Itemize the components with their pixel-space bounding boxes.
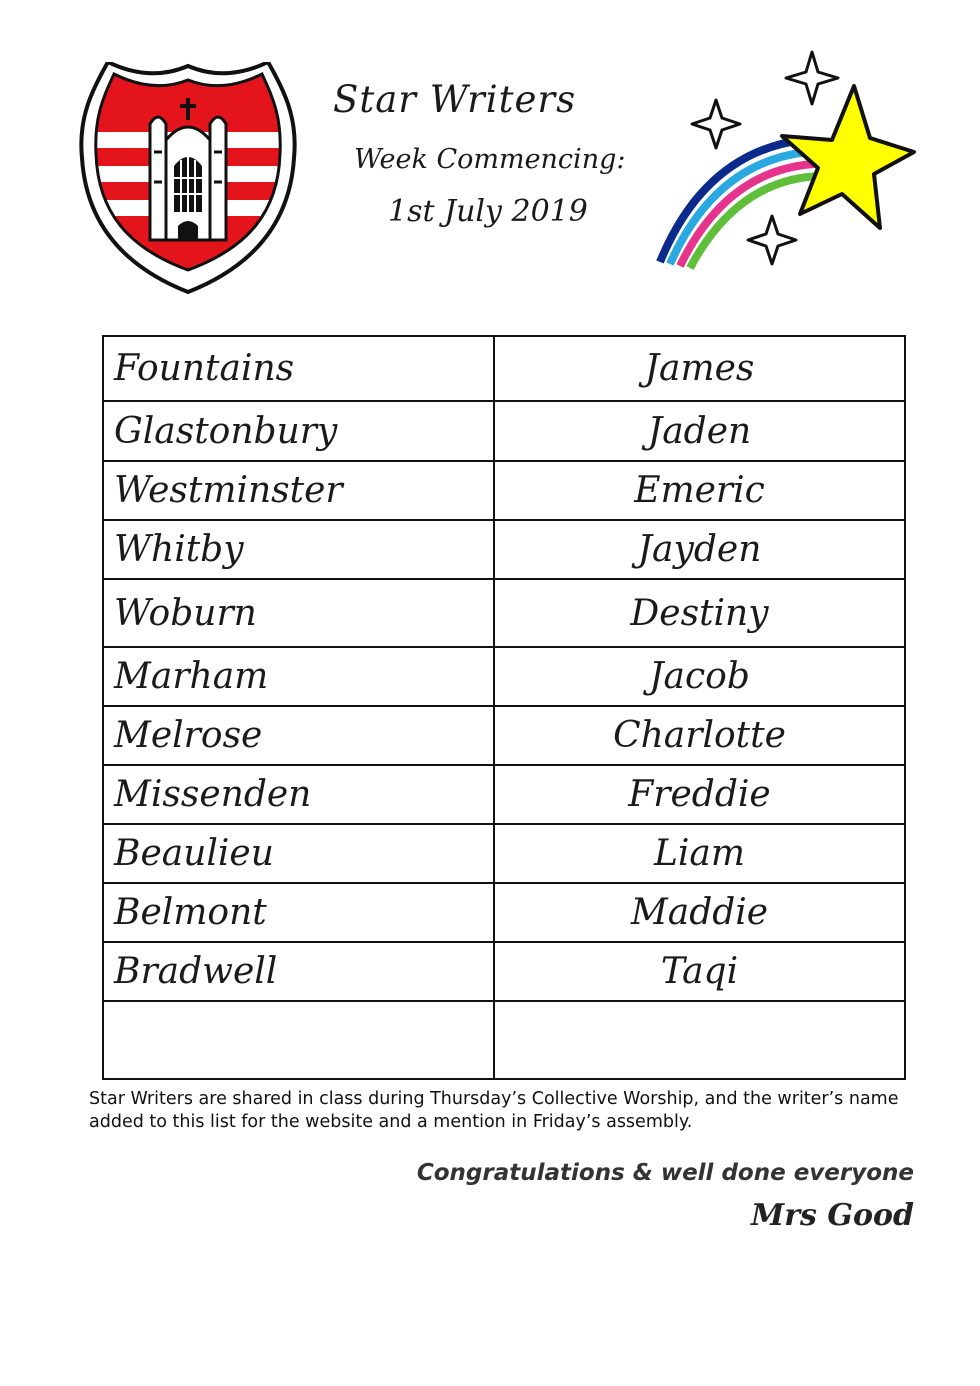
writer-name-cell: Jacob — [494, 647, 905, 706]
table-row — [103, 336, 905, 401]
writer-name-cell: Charlotte — [494, 706, 905, 765]
house-cell: Westminster — [103, 461, 494, 520]
table-row — [103, 824, 905, 883]
house-cell — [103, 1001, 494, 1079]
writer-name-cell: Destiny — [494, 579, 905, 647]
week-date: 1st July 2019 — [388, 194, 588, 229]
writer-name-cell — [494, 1001, 905, 1079]
house-cell: Glastonbury — [103, 401, 494, 461]
star-writers-table — [102, 335, 906, 1080]
table-row — [103, 461, 905, 520]
house-cell: Beaulieu — [103, 824, 494, 883]
signature: Mrs Good — [751, 1198, 914, 1233]
writer-name-cell: James — [494, 336, 905, 401]
table-row — [103, 883, 905, 942]
table-row — [103, 1001, 905, 1079]
shooting-star-icon — [652, 44, 922, 270]
house-cell: Woburn — [103, 579, 494, 647]
table-row — [103, 401, 905, 461]
writer-name-cell: Liam — [494, 824, 905, 883]
house-cell: Melrose — [103, 706, 494, 765]
footer-note: Star Writers are shared in class during Thursday’s Collective Worship, and the writer’s name added to this list for the website and a mention in Friday’s assembly. — [89, 1089, 899, 1132]
house-cell: Belmont — [103, 883, 494, 942]
house-cell: Marham — [103, 647, 494, 706]
table-row — [103, 647, 905, 706]
table-row — [103, 579, 905, 647]
house-cell: Missenden — [103, 765, 494, 824]
writer-name-cell: Jayden — [494, 520, 905, 579]
house-cell: Bradwell — [103, 942, 494, 1001]
table-row — [103, 706, 905, 765]
writer-name-cell: Maddie — [494, 883, 905, 942]
table-row — [103, 520, 905, 579]
page-title: Star Writers — [333, 78, 577, 121]
house-cell: Fountains — [103, 336, 494, 401]
week-label: Week Commencing: — [354, 144, 626, 175]
table-row — [103, 765, 905, 824]
congratulations-text: Congratulations & well done everyone — [416, 1160, 914, 1186]
table-row — [103, 942, 905, 1001]
writer-name-cell: Emeric — [494, 461, 905, 520]
writer-name-cell: Jaden — [494, 401, 905, 461]
writer-name-cell: Freddie — [494, 765, 905, 824]
school-crest-icon — [78, 62, 298, 294]
writer-name-cell: Taqi — [494, 942, 905, 1001]
house-cell: Whitby — [103, 520, 494, 579]
